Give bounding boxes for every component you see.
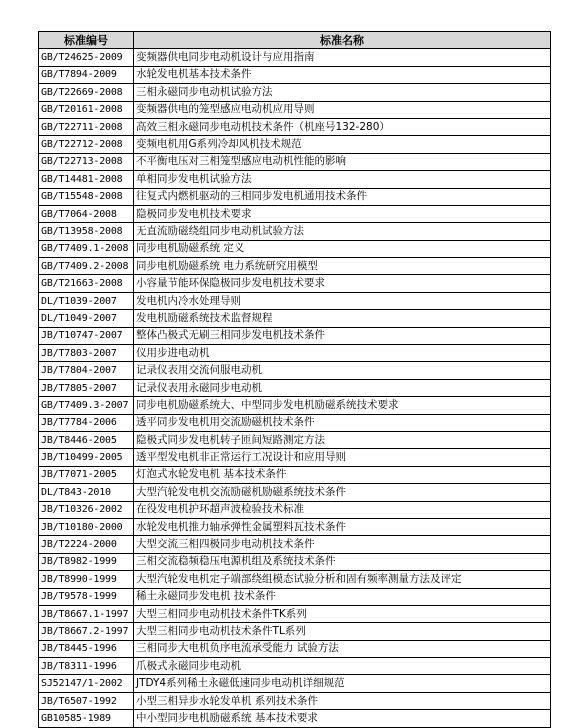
table-row (39, 623, 551, 640)
table-row (39, 153, 551, 170)
standards-table (38, 31, 551, 728)
standard-code-cell: GB/T7409.3-2007 (39, 397, 134, 414)
standard-code-cell: JB/T7071-2005 (39, 466, 134, 483)
table-row (39, 640, 551, 657)
standard-code-cell: JB/T7784-2006 (39, 414, 134, 431)
standard-name-cell: 小容量节能环保隐极同步发电机技术要求 (134, 275, 551, 292)
standard-code-cell: JB/T10499-2005 (39, 449, 134, 466)
standard-name-cell: 三相永磁同步电动机试验方法 (134, 84, 551, 101)
table-row (39, 345, 551, 362)
header-standard-name: 标准名称 (134, 32, 551, 49)
standard-code-cell: GB/T22712-2008 (39, 136, 134, 153)
standard-code-cell: GB/T22711-2008 (39, 118, 134, 135)
table-row (39, 658, 551, 675)
standard-code-cell: GB/T15548-2008 (39, 188, 134, 205)
table-row (39, 414, 551, 431)
standard-code-cell: JB/T6507-1992 (39, 692, 134, 709)
standard-code-cell: GB/T22713-2008 (39, 153, 134, 170)
standard-name-cell: 爪极式永磁同步电动机 (134, 658, 551, 675)
table-row (39, 188, 551, 205)
table-row (39, 327, 551, 344)
standard-code-cell: DL/T1049-2007 (39, 310, 134, 327)
standard-code-cell: GB/T21663-2008 (39, 275, 134, 292)
table-row (39, 692, 551, 709)
standard-code-cell: JB/T10180-2000 (39, 518, 134, 535)
standard-name-cell: 变频器供电的笼型感应电动机应用导则 (134, 101, 551, 118)
standard-name-cell: 三相同步大电机负序电流承受能力 试验方法 (134, 640, 551, 657)
table-row (39, 397, 551, 414)
standard-code-cell: SJ52147/1-2002 (39, 675, 134, 692)
table-row (39, 240, 551, 257)
standard-code-cell: GB/T7409.2-2008 (39, 258, 134, 275)
table-row (39, 553, 551, 570)
standard-code-cell: JB/T10747-2007 (39, 327, 134, 344)
standard-name-cell: 大型汽轮发电机交流励磁机励磁系统技术条件 (134, 484, 551, 501)
standard-code-cell: GB/T20161-2008 (39, 101, 134, 118)
table-row (39, 362, 551, 379)
standard-code-cell: JB/T7803-2007 (39, 345, 134, 362)
standard-code-cell: JB/T8667.2-1997 (39, 623, 134, 640)
table-row (39, 431, 551, 448)
standard-code-cell: GB10585-1989 (39, 710, 134, 727)
table-row (39, 605, 551, 622)
standard-name-cell: 在役发电机护环超声波检验技术标准 (134, 501, 551, 518)
standard-name-cell: 发电机内冷水处理导则 (134, 292, 551, 309)
standard-code-cell: DL/T843-2010 (39, 484, 134, 501)
table-row (39, 571, 551, 588)
table-row (39, 379, 551, 396)
standard-name-cell: 稀土永磁同步发电机 技术条件 (134, 588, 551, 605)
standard-code-cell: JB/T9578-1999 (39, 588, 134, 605)
table-row (39, 518, 551, 535)
standard-name-cell: 水轮发电机基本技术条件 (134, 66, 551, 83)
table-row (39, 49, 551, 66)
standard-name-cell: 往复式内燃机驱动的三相同步发电机通用技术条件 (134, 188, 551, 205)
standard-name-cell: 高效三相永磁同步电动机技术条件（机座号132-280） (134, 118, 551, 135)
standard-name-cell: 发电机励磁系统技术监督规程 (134, 310, 551, 327)
standard-name-cell: 无直流励磁绕组同步电动机试验方法 (134, 223, 551, 240)
standard-name-cell: 灯泡式水轮发电机 基本技术条件 (134, 466, 551, 483)
standard-code-cell: JB/T7805-2007 (39, 379, 134, 396)
standard-name-cell: 变频电机用G系列冷却风机技术规范 (134, 136, 551, 153)
table-row (39, 275, 551, 292)
standard-name-cell: 三相交流稳频稳压电源机组及系统技术条件 (134, 553, 551, 570)
table-row (39, 501, 551, 518)
standard-name-cell: 大型三相同步电动机技术条件TL系列 (134, 623, 551, 640)
header-standard-code: 标准编号 (39, 32, 134, 49)
table-row (39, 101, 551, 118)
table-row (39, 710, 551, 727)
standard-code-cell: JB/T8982-1999 (39, 553, 134, 570)
table-row (39, 223, 551, 240)
standard-name-cell: JTDY4系列稀土永磁低速同步电动机详细规范 (134, 675, 551, 692)
standard-code-cell: JB/T2224-2000 (39, 536, 134, 553)
table-row (39, 205, 551, 222)
standard-code-cell: GB/T7894-2009 (39, 66, 134, 83)
table-row (39, 449, 551, 466)
table-row (39, 310, 551, 327)
standard-name-cell: 大型汽轮发电机定子端部绕组模态试验分析和固有频率测量方法及评定 (134, 571, 551, 588)
standard-name-cell: 隐极同步发电机技术要求 (134, 205, 551, 222)
table-row (39, 66, 551, 83)
standard-code-cell: GB/T14481-2008 (39, 171, 134, 188)
standard-name-cell: 整体凸极式无刷三相同步发电机技术条件 (134, 327, 551, 344)
standard-code-cell: GB/T24625-2009 (39, 49, 134, 66)
table-body (39, 49, 551, 727)
standard-code-cell: JB/T8990-1999 (39, 571, 134, 588)
standard-name-cell: 变频器供电同步电动机设计与应用指南 (134, 49, 551, 66)
standard-code-cell: GB/T13958-2008 (39, 223, 134, 240)
table-row (39, 258, 551, 275)
standard-code-cell: JB/T8445-1996 (39, 640, 134, 657)
standard-name-cell: 记录仪表用永磁同步电动机 (134, 379, 551, 396)
standard-code-cell: GB/T22669-2008 (39, 84, 134, 101)
standard-name-cell: 同步电机励磁系统大、中型同步发电机励磁系统技术要求 (134, 397, 551, 414)
table-row (39, 118, 551, 135)
table-row (39, 536, 551, 553)
standard-name-cell: 水轮发电机推力轴承弹性金属塑料瓦技术条件 (134, 518, 551, 535)
standard-code-cell: JB/T8311-1996 (39, 658, 134, 675)
table-row (39, 588, 551, 605)
standard-code-cell: JB/T10326-2002 (39, 501, 134, 518)
header-row (39, 32, 551, 49)
standard-code-cell: DL/T1039-2007 (39, 292, 134, 309)
standard-code-cell: JB/T8446-2005 (39, 431, 134, 448)
standard-name-cell: 大型三相同步电动机技术条件TK系列 (134, 605, 551, 622)
table-row (39, 675, 551, 692)
standard-name-cell: 透平同步发电机用交流励磁机技术条件 (134, 414, 551, 431)
standard-name-cell: 记录仪表用交流伺服电动机 (134, 362, 551, 379)
standard-code-cell: JB/T7804-2007 (39, 362, 134, 379)
standard-name-cell: 仪用步进电动机 (134, 345, 551, 362)
standard-name-cell: 同步电机励磁系统 定义 (134, 240, 551, 257)
standard-name-cell: 透平型发电机非正常运行工况设计和应用导则 (134, 449, 551, 466)
standard-code-cell: JB/T8667.1-1997 (39, 605, 134, 622)
table-row (39, 292, 551, 309)
table-row (39, 171, 551, 188)
table-row (39, 466, 551, 483)
standard-name-cell: 中小型同步电机励磁系统 基本技术要求 (134, 710, 551, 727)
table-row (39, 84, 551, 101)
standard-code-cell: GB/T7064-2008 (39, 205, 134, 222)
standard-name-cell: 单相同步发电机试验方法 (134, 171, 551, 188)
standard-name-cell: 隐极式同步发电机转子匝间短路测定方法 (134, 431, 551, 448)
table-row (39, 136, 551, 153)
standard-name-cell: 小型三相异步水轮发单机 系列技术条件 (134, 692, 551, 709)
standard-code-cell: GB/T7409.1-2008 (39, 240, 134, 257)
standard-name-cell: 同步电机励磁系统 电力系统研究用模型 (134, 258, 551, 275)
table-row (39, 484, 551, 501)
standard-name-cell: 大型交流三相四极同步电动机技术条件 (134, 536, 551, 553)
standard-name-cell: 不平衡电压对三相笼型感应电动机性能的影响 (134, 153, 551, 170)
